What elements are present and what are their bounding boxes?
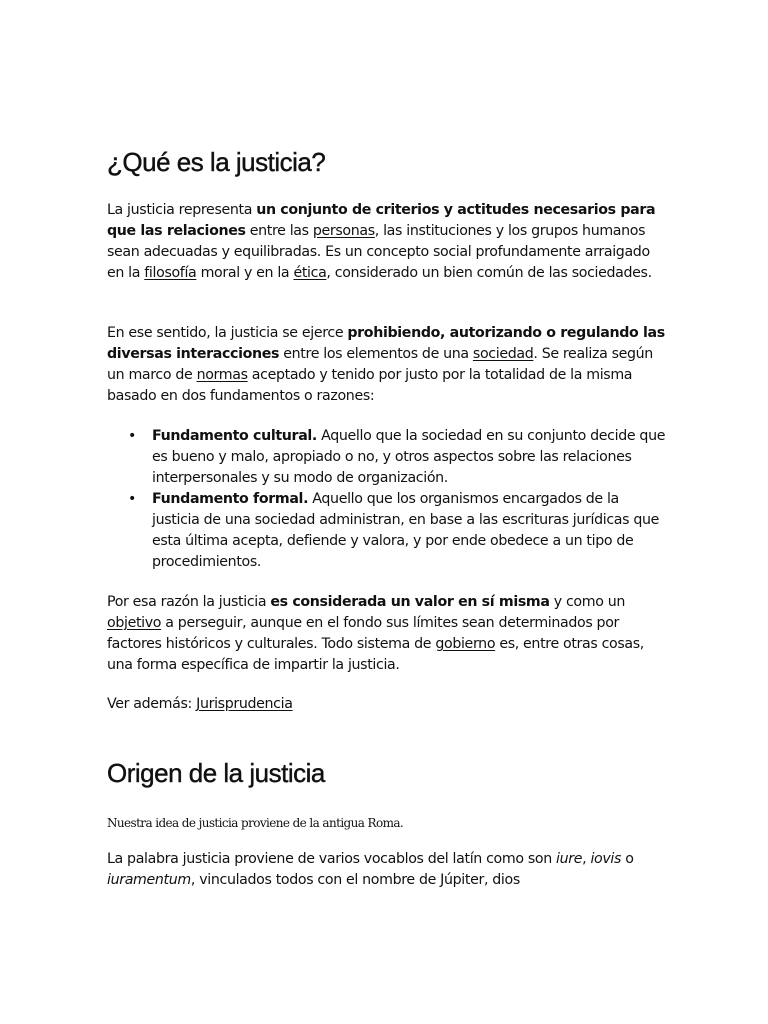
text-run: a perseguir, aunque en el fondo sus límites sean determinados por factores históricos y culturales. Todo sistema de	[107, 615, 620, 652]
bold-phrase: Fundamento formal.	[152, 491, 309, 507]
text-run: Por esa razón la justicia	[107, 594, 271, 610]
list-item-fundamento-formal	[107, 489, 667, 573]
text-run: Aquello que los organismos encargados de la justicia de una sociedad administran, en base a las escrituras jurídicas que esta última acepta, defiende y valora, y por ende obedece a un tipo de procedimientos.	[152, 491, 660, 570]
paragraph-origen	[107, 849, 667, 891]
list-item-fundamento-cultural	[107, 426, 667, 489]
text-run: Aquello que la sociedad en su conjunto decide que es bueno y malo, apropiado o no, y otros aspectos sobre las relaciones interpersonales y su modo de organización.	[152, 428, 666, 486]
text-run: La justicia representa	[107, 202, 257, 218]
bold-phrase: Fundamento cultural.	[152, 428, 317, 444]
link-etica[interactable]: ética	[293, 265, 327, 281]
text-run: La palabra justicia proviene de varios vocablos del latín como son	[107, 851, 556, 867]
link-filosofia[interactable]: filosofía	[144, 265, 197, 281]
fundamentos-list	[107, 426, 667, 573]
text-run: , vinculados todos con el nombre de Júpiter, dios	[190, 872, 520, 888]
text-run: y como un	[549, 594, 625, 610]
text-run: , considerado un bien común de las sociedades.	[326, 265, 652, 281]
paragraph-definition	[107, 200, 667, 284]
bold-phrase: prohibiendo, autorizando o regulando las diversas interacciones	[107, 325, 665, 362]
text-run: o	[621, 851, 634, 867]
italic-word: iuramentum	[107, 872, 191, 888]
text-run: entre las	[245, 223, 313, 239]
text-run: Ver además:	[107, 696, 197, 712]
text-run: es, entre otras cosas, una forma específica de impartir la justicia.	[107, 636, 644, 673]
paragraph-valor	[107, 592, 667, 676]
link-objetivo[interactable]: objetivo	[107, 615, 162, 631]
italic-word: iure	[556, 851, 583, 867]
link-personas[interactable]: personas	[312, 223, 375, 239]
link-gobierno[interactable]: gobierno	[435, 636, 496, 652]
text-run: ,	[582, 851, 591, 867]
image-caption: Nuestra idea de justicia proviene de la antigua Roma.	[107, 816, 404, 830]
bullet-icon: •	[128, 428, 137, 444]
text-run: En ese sentido, la justicia se ejerce	[107, 325, 348, 341]
paragraph-sentido	[107, 323, 667, 407]
link-jurisprudencia[interactable]: Jurisprudencia	[196, 696, 293, 712]
bold-phrase: un conjunto de criterios y actitudes necesarios para que las relaciones	[107, 202, 656, 239]
text-run: aceptado y tenido por justo por la totalidad de la misma basado en dos fundamentos o razones:	[107, 367, 633, 404]
section-title-origen: Origen de la justicia	[107, 758, 325, 788]
bold-phrase: es considerada un valor en sí misma	[270, 594, 550, 610]
link-normas[interactable]: normas	[196, 367, 248, 383]
section-title-que-es-la-justicia: ¿Qué es la justicia?	[107, 147, 326, 177]
link-sociedad[interactable]: sociedad	[472, 346, 534, 362]
text-run: moral y en la	[196, 265, 294, 281]
italic-word: iovis	[590, 851, 622, 867]
text-run: , las instituciones y los grupos humanos sean adecuadas y equilibradas. Es un concepto social profundamente arraigado en la	[107, 223, 650, 281]
paragraph-ver-ademas	[107, 694, 667, 715]
text-run: entre los elementos de una	[279, 346, 473, 362]
text-run: . Se realiza según un marco de	[107, 346, 653, 383]
bullet-icon: •	[128, 491, 137, 507]
